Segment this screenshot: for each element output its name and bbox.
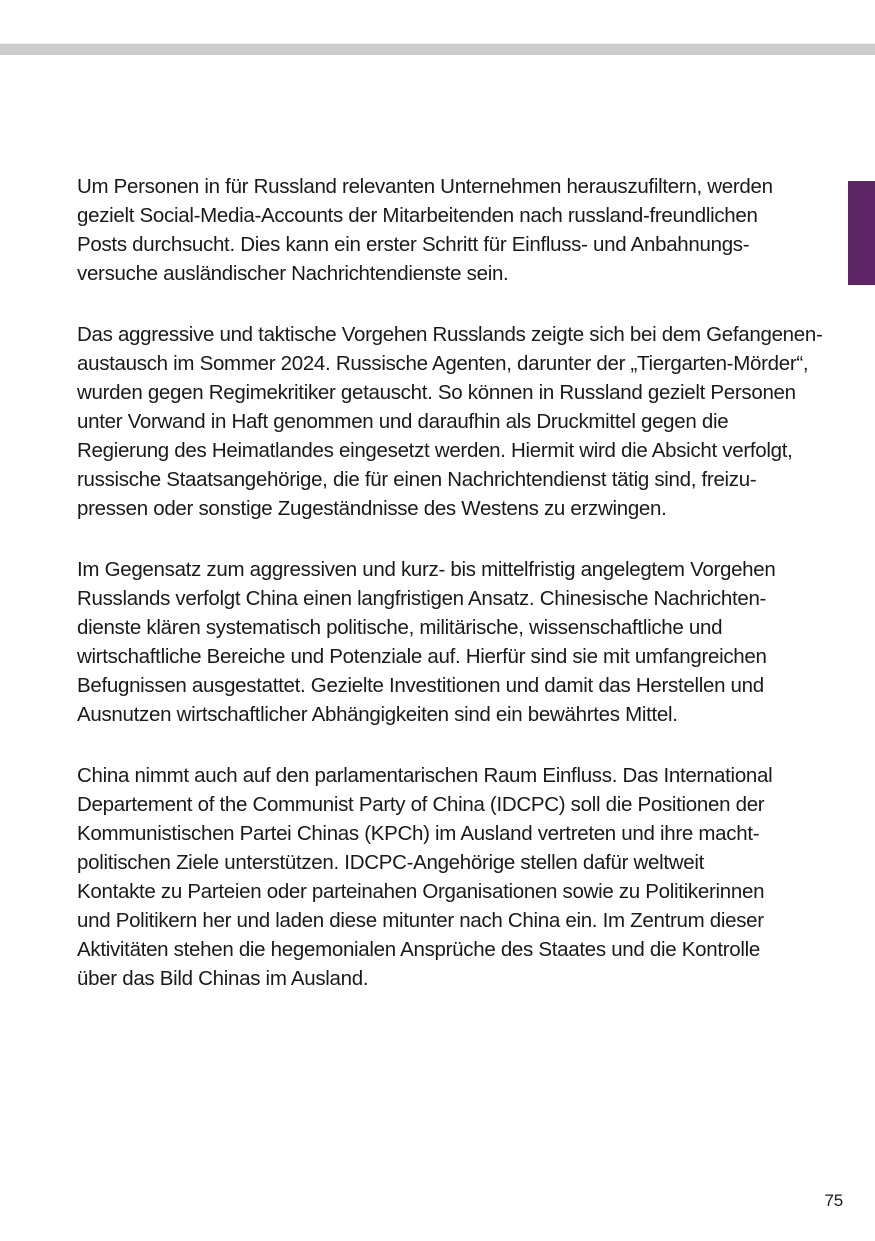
text-line: versuche ausländischer Nachrichtendienste sein.: [77, 262, 509, 285]
text-line: wirtschaftliche Bereiche und Potenziale auf. Hierfür sind sie mit umfangreichen: [77, 645, 767, 668]
text-line: Ausnutzen wirtschaftlicher Abhängigkeiten sind ein bewährtes Mittel.: [77, 703, 678, 726]
text-line: Befugnissen ausgestattet. Gezielte Investitionen und damit das Herstellen und: [77, 674, 764, 697]
text-line: Departement of the Communist Party of China (IDCPC) soll die Positionen der: [77, 793, 765, 816]
paragraph-china-long-term-approach: [77, 555, 837, 729]
text-line: Im Gegensatz zum aggressiven und kurz- bis mittelfristig angelegtem Vorgehen: [77, 558, 776, 581]
top-divider-bar: [0, 43, 875, 55]
text-line: Posts durchsucht. Dies kann ein erster Schritt für Einfluss- und Anbahnungs-: [77, 233, 750, 256]
text-line: dienste klären systematisch politische, militärische, wissenschaftliche und: [77, 616, 723, 639]
text-line: politischen Ziele unterstützen. IDCPC-Angehörige stellen dafür weltweit: [77, 851, 705, 874]
text-line: Regierung des Heimatlandes eingesetzt werden. Hiermit wird die Absicht verfolgt,: [77, 439, 793, 462]
page-number: 75: [824, 1191, 843, 1210]
text-line: pressen oder sonstige Zugeständnisse des Westens zu erzwingen.: [77, 497, 667, 520]
text-line: und Politikern her und laden diese mitunter nach China ein. Im Zentrum dieser: [77, 909, 764, 932]
text-line: über das Bild Chinas im Ausland.: [77, 967, 369, 990]
text-line: russische Staatsangehörige, die für einen Nachrichtendienst tätig sind, freizu-: [77, 468, 757, 491]
paragraph-social-media-screening: [77, 172, 837, 288]
paragraph-china-parliamentary-influence: [77, 761, 837, 993]
paragraph-russia-prisoner-exchange: [77, 320, 837, 523]
text-line: austausch im Sommer 2024. Russische Agenten, darunter der „Tiergarten-Mörder“,: [77, 352, 809, 375]
text-line: Das aggressive und taktische Vorgehen Russlands zeigte sich bei dem Gefangenen-: [77, 323, 823, 346]
text-line: unter Vorwand in Haft genommen und daraufhin als Druckmittel gegen die: [77, 410, 729, 433]
text-line: Kommunistischen Partei Chinas (KPCh) im Ausland vertreten und ihre macht-: [77, 822, 760, 845]
text-line: Um Personen in für Russland relevanten Unternehmen herauszufiltern, werden: [77, 175, 773, 198]
text-line: Russlands verfolgt China einen langfristigen Ansatz. Chinesische Nachrichten-: [77, 587, 767, 610]
text-line: gezielt Social-Media-Accounts der Mitarbeitenden nach russland-freundlichen: [77, 204, 758, 227]
body-text: [77, 172, 837, 993]
text-line: wurden gegen Regimekritiker getauscht. So können in Russland gezielt Personen: [77, 381, 796, 404]
text-line: Aktivitäten stehen die hegemonialen Ansprüche des Staates und die Kontrolle: [77, 938, 760, 961]
text-line: China nimmt auch auf den parlamentarischen Raum Einfluss. Das International: [77, 764, 773, 787]
text-line: Kontakte zu Parteien oder parteinahen Organisationen sowie zu Politikerinnen: [77, 880, 765, 903]
chapter-tab-marker: [848, 181, 875, 285]
